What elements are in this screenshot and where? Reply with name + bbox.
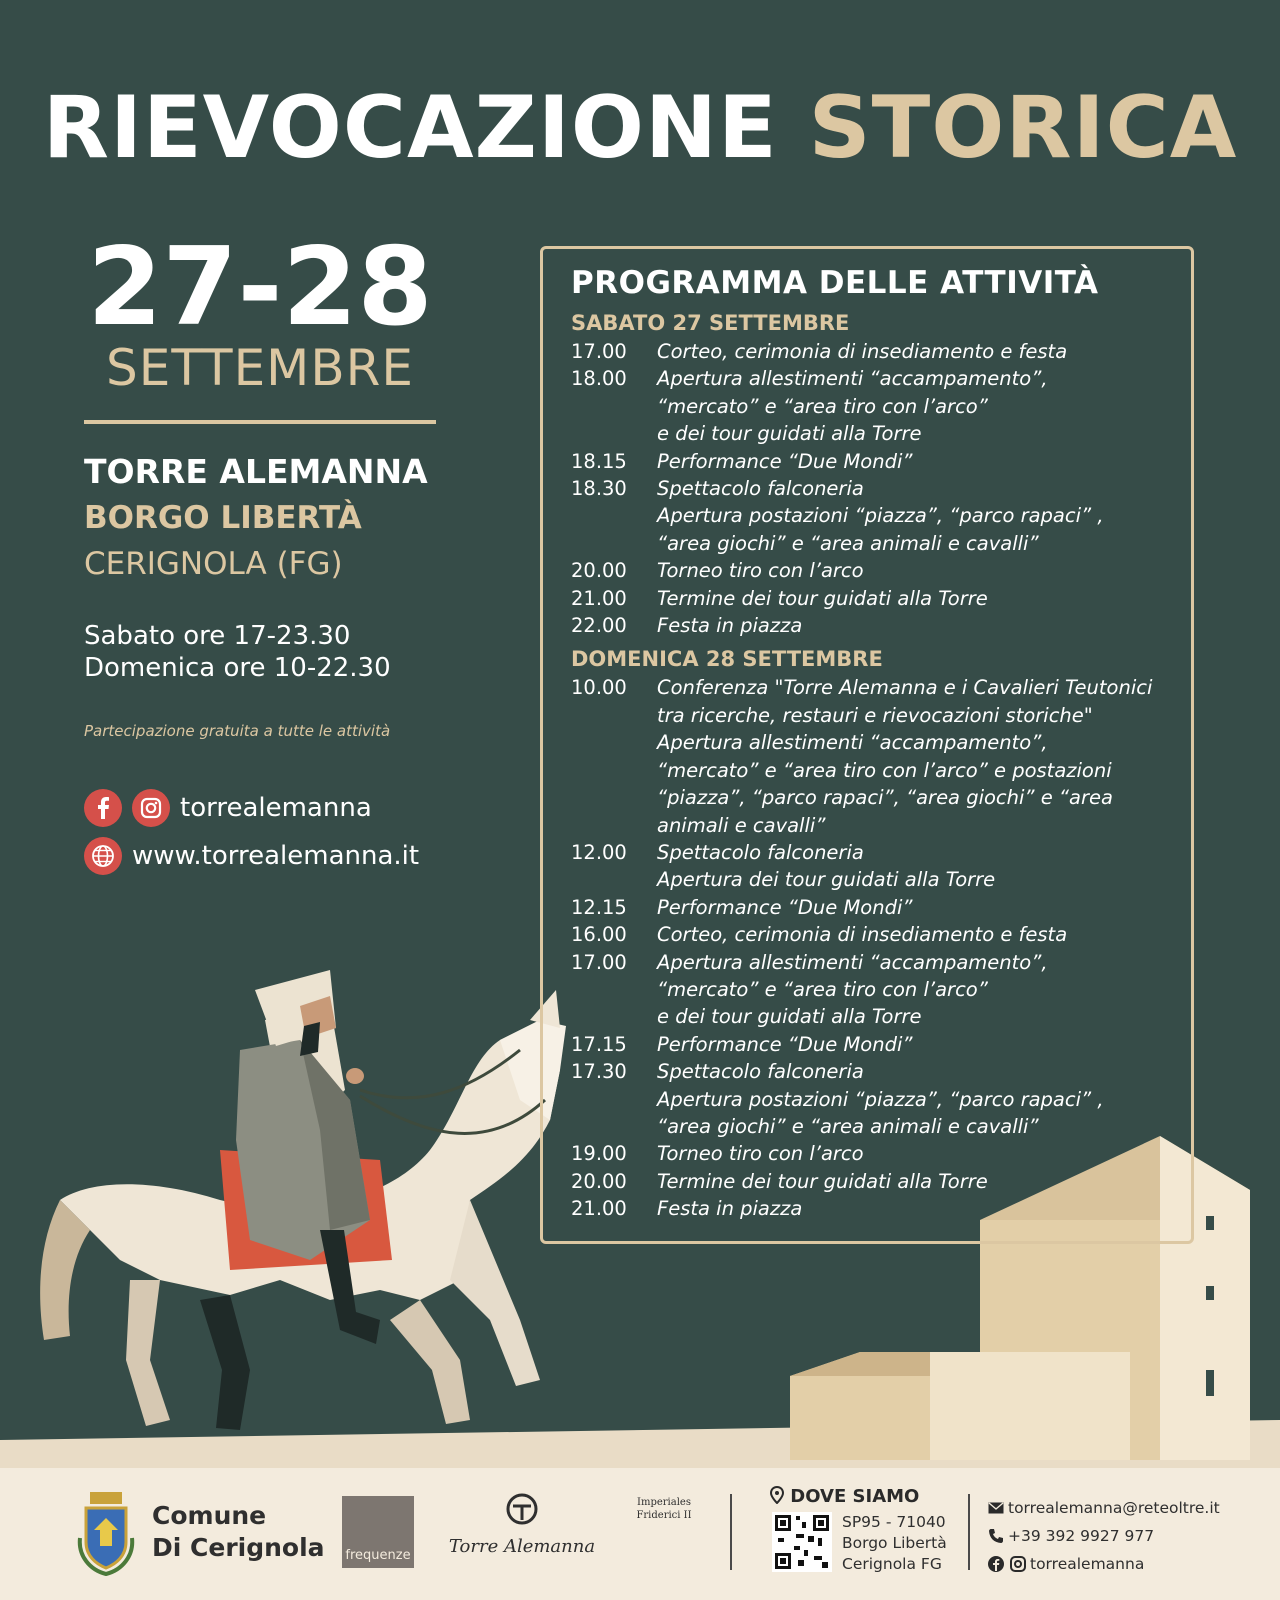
event-text: Apertura allestimenti “accampamento”, “mercato” e “area tiro con l’arco” e dei tour guidati alla Torre — [657, 367, 1048, 446]
schedule-entry — [571, 612, 1165, 639]
address-line: Cerignola FG — [842, 1555, 942, 1573]
schedule-entry — [571, 1058, 1165, 1140]
event-time: 19.00 — [571, 1142, 627, 1166]
facebook-icon[interactable] — [988, 1556, 1004, 1572]
event-text: Festa in piazza — [657, 1197, 803, 1221]
footer-divider — [968, 1494, 970, 1570]
event-text: Performance “Due Mondi” — [657, 1032, 913, 1056]
schedule-entry — [571, 894, 1165, 921]
sponsor-footer — [0, 1468, 1280, 1600]
event-time: 22.00 — [571, 614, 627, 638]
event-text: Termine dei tour guidati alla Torre — [657, 1169, 988, 1193]
schedule-entry — [571, 448, 1165, 475]
website-link[interactable]: www.torrealemanna.it — [132, 841, 420, 871]
event-time: 18.15 — [571, 449, 627, 473]
location-village: BORGO LIBERTÀ — [84, 500, 362, 536]
free-participation-note: Partecipazione gratuita a tutte le attività — [84, 722, 391, 740]
program-box — [540, 246, 1194, 1244]
social-handle-row[interactable] — [84, 786, 419, 830]
event-time: 21.00 — [571, 1197, 627, 1221]
imperiales-logo: Imperiales Friderici II — [636, 1497, 692, 1521]
event-text: Performance “Due Mondi” — [657, 449, 913, 473]
day-heading: DOMENICA 28 SETTEMBRE — [571, 647, 883, 672]
event-dates — [84, 225, 436, 397]
comune-crest-icon — [76, 1490, 136, 1576]
phone-icon — [988, 1528, 1004, 1544]
dove-siamo-heading — [770, 1486, 919, 1507]
comune-line-2: Di Cerignola — [152, 1533, 325, 1562]
event-days: 27-28 — [87, 225, 433, 350]
frequenze-logo: frequenze — [342, 1496, 414, 1568]
address-line: SP95 - 71040 — [842, 1513, 946, 1531]
comune-logo — [152, 1500, 325, 1564]
title-part-2: STORICA — [808, 78, 1238, 178]
hours-saturday: Sabato ore 17-23.30 — [84, 621, 351, 651]
comune-line-1: Comune — [152, 1501, 267, 1530]
opening-hours — [84, 620, 391, 684]
schedule-entry — [571, 1168, 1165, 1195]
event-time: 18.00 — [571, 367, 627, 391]
footer-divider — [730, 1494, 732, 1570]
schedule-entry — [571, 1031, 1165, 1058]
divider — [84, 420, 436, 424]
globe-icon — [84, 837, 122, 875]
event-time: 17.15 — [571, 1032, 627, 1056]
event-time: 18.30 — [571, 477, 627, 501]
event-text: Conferenza "Torre Alemanna e i Cavalieri Teutonici tra ricerche, restauri e rievocazioni storiche" Apertura allestimenti “accampamento”, “mercato” e “area tiro con l’arco” e postazioni “piazza”, “parco rapaci”, “area giochi” e “area animali e cavalli” — [657, 676, 1153, 837]
hours-sunday: Domenica ore 10-22.30 — [84, 653, 391, 683]
instagram-icon[interactable] — [132, 789, 170, 827]
facebook-icon[interactable] — [84, 789, 122, 827]
phone-row[interactable] — [988, 1522, 1220, 1550]
event-text: Termine dei tour guidati alla Torre — [657, 586, 988, 610]
schedule-entry — [571, 839, 1165, 894]
event-time: 17.30 — [571, 1060, 627, 1084]
phone-number[interactable]: +39 392 9927 977 — [1008, 1527, 1155, 1545]
event-time: 12.00 — [571, 840, 627, 864]
schedule-entry — [571, 475, 1165, 557]
day-heading: SABATO 27 SETTEMBRE — [571, 311, 850, 335]
event-time: 10.00 — [571, 676, 627, 700]
schedule-entry — [571, 1140, 1165, 1167]
event-text: Festa in piazza — [657, 614, 803, 638]
program-day-saturday — [571, 311, 1165, 639]
contacts — [988, 1494, 1220, 1578]
event-text: Corteo, cerimonia di insediamento e festa — [657, 340, 1068, 363]
event-time: 12.15 — [571, 895, 627, 919]
event-text: Spettacolo falconeria Apertura postazioni “piazza”, “parco rapaci” , “area giochi” e “area animali e cavalli” — [657, 1060, 1104, 1138]
schedule-entry — [571, 585, 1165, 612]
event-text: Performance “Due Mondi” — [657, 895, 913, 919]
torre-emblem-icon — [505, 1492, 539, 1526]
event-text: Torneo tiro con l’arco — [657, 1142, 864, 1166]
schedule-entry — [571, 365, 1165, 447]
poster-title — [0, 78, 1280, 178]
schedule-entry — [571, 921, 1165, 948]
address — [842, 1512, 947, 1575]
mail-icon — [988, 1502, 1004, 1514]
event-month: SETTEMBRE — [106, 339, 414, 397]
website-row[interactable] — [84, 834, 419, 878]
instagram-icon[interactable] — [1010, 1556, 1026, 1572]
event-time: 21.00 — [571, 586, 627, 610]
schedule-entry — [571, 949, 1165, 1031]
social-links — [84, 786, 419, 882]
qr-code-icon[interactable] — [772, 1512, 832, 1572]
event-time: 20.00 — [571, 559, 627, 583]
email-link[interactable]: torrealemanna@reteoltre.it — [1008, 1499, 1220, 1517]
schedule-entry — [571, 338, 1165, 365]
event-text: Corteo, cerimonia di insediamento e festa — [657, 923, 1068, 947]
event-text: Torneo tiro con l’arco — [657, 559, 864, 583]
location-name: TORRE ALEMANNA — [84, 452, 428, 491]
event-text: Apertura allestimenti “accampamento”, “mercato” e “area tiro con l’arco” e dei tour guidati alla Torre — [657, 950, 1048, 1029]
torre-logo-text: Torre Alemanna — [448, 1536, 596, 1557]
schedule-entry — [571, 1195, 1165, 1222]
address-line: Borgo Libertà — [842, 1534, 947, 1552]
social-handle[interactable]: torrealemanna — [180, 793, 372, 823]
footer-social-row[interactable] — [988, 1550, 1220, 1578]
torre-alemanna-logo — [442, 1492, 602, 1557]
event-time: 20.00 — [571, 1169, 627, 1193]
event-time: 17.00 — [571, 950, 627, 974]
schedule-entry — [571, 557, 1165, 584]
event-time: 17.00 — [571, 340, 627, 363]
footer-social-handle[interactable]: torrealemanna — [1030, 1555, 1145, 1573]
title-part-1: RIEVOCAZIONE — [42, 78, 778, 178]
map-pin-icon — [770, 1486, 784, 1504]
event-time: 16.00 — [571, 923, 627, 947]
event-text: Spettacolo falconeria Apertura dei tour guidati alla Torre — [657, 840, 996, 892]
program-day-sunday — [571, 647, 1165, 1222]
schedule-entry — [571, 674, 1165, 838]
email-row[interactable] — [988, 1494, 1220, 1522]
program-title: PROGRAMMA DELLE ATTIVITÀ — [571, 265, 1099, 301]
dove-siamo-label: DOVE SIAMO — [790, 1486, 920, 1507]
location-city: CERIGNOLA (FG) — [84, 546, 343, 582]
event-text: Spettacolo falconeria Apertura postazioni “piazza”, “parco rapaci” , “area giochi” e “area animali e cavalli” — [657, 477, 1104, 555]
